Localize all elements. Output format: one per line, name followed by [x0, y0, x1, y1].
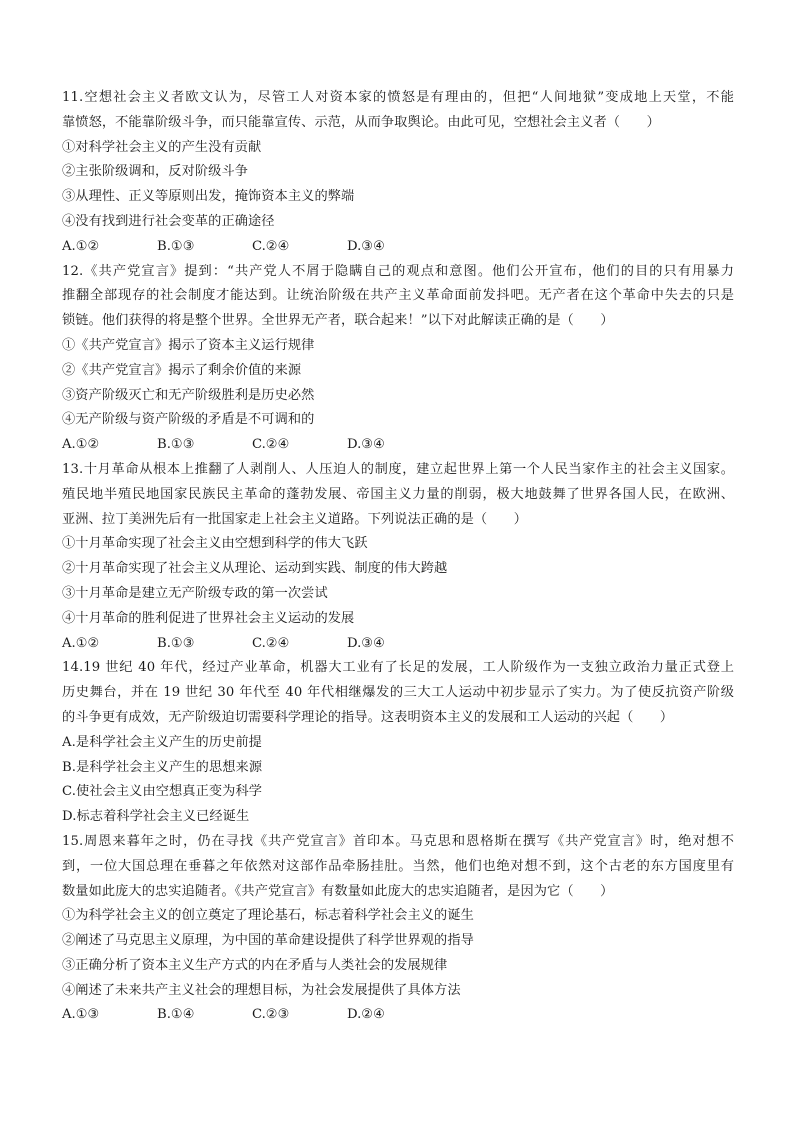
question-11: [62, 86, 734, 260]
answer-choice-d: D.③④: [347, 437, 385, 453]
question-stem-line: 11.空想社会主义者欧文认为，尽管工人对资本家的愤怒是有理由的，但把“人间地狱”变成地上天堂，不能: [62, 90, 734, 105]
question-12: [62, 260, 734, 458]
answer-choice-b: B.①③: [157, 635, 195, 651]
answer-choices: [62, 632, 734, 657]
question-stem-line: 的斗争更有成效，无产阶级迫切需要科学理论的指导。这表明资本主义的发展和工人运动的兴起（ ）: [62, 709, 674, 725]
answer-choice-d: D.③④: [347, 238, 385, 254]
question-stem-line: 到，一位大国总理在垂暮之年依然对这部作品牵肠挂肚。当然，他们也绝对想不到，这个古老的东方国度里有: [62, 858, 734, 874]
option-item: ②主张阶级调和，反对阶级斗争: [62, 164, 249, 180]
option-item: C.使社会主义由空想真正变为科学: [62, 784, 263, 800]
answer-choice-c: C.②④: [252, 635, 290, 651]
answer-choice-c: C.②③: [252, 1007, 290, 1023]
question-stem-line: 数量如此庞大的忠实追随者。《共产党宣言》有数量如此庞大的忠实追随者，是因为它（ ）: [62, 883, 614, 899]
question-stem-line: 12.《共产党宣言》提到：“共产党人不屑于隐瞒自己的观点和意图。他们公开宣布，他们的目的只有用暴力: [62, 263, 734, 279]
answer-choice-c: C.②④: [252, 437, 290, 453]
option-item: ①《共产党宣言》揭示了资本主义运行规律: [62, 337, 315, 353]
option-item: ④阐述了未来共产主义社会的理想目标，为社会发展提供了具体方法: [62, 982, 461, 998]
answer-choice-b: B.①③: [157, 238, 195, 254]
question-stem-line: 13.十月革命从根本上推翻了人剥削人、人压迫人的制度，建立起世界上第一个人民当家作主的社会主义国家。: [62, 461, 734, 477]
question-stem-line: 14.19 世纪 40 年代，经过产业革命，机器大工业有了长足的发展，工人阶级作为一支独立政治力量正式登上: [62, 660, 734, 676]
option-item: D.标志着科学社会主义已经诞生: [62, 809, 250, 825]
answer-choice-a: A.①②: [62, 238, 100, 254]
question-14: [62, 656, 734, 830]
answer-choices: [62, 1003, 734, 1028]
option-item: ②阐述了马克思主义原理，为中国的革命建设提供了科学世界观的指导: [62, 933, 474, 949]
question-stem-line: 靠愤怒，不能靠阶级斗争，而只能靠宣传、示范，从而争取舆论。由此可见，空想社会主义者（ ）: [62, 114, 660, 130]
answer-choice-d: D.③④: [347, 635, 385, 651]
answer-choice-b: B.①③: [157, 437, 195, 453]
answer-choice-a: A.①③: [62, 1007, 100, 1023]
answer-choices: [62, 433, 734, 458]
question-stem-line: 殖民地半殖民地国家民族民主革命的蓬勃发展、帝国主义力量的削弱，极大地鼓舞了世界各国人民，在欧洲、: [62, 486, 734, 502]
option-item: ④无产阶级与资产阶级的矛盾是不可调和的: [62, 412, 315, 428]
option-item: ③十月革命是建立无产阶级专政的第一次尝试: [62, 585, 328, 601]
option-item: ②《共产党宣言》揭示了剩余价值的来源: [62, 362, 302, 378]
option-item: ③从理性、正义等原则出发，掩饰资本主义的弊端: [62, 189, 355, 205]
option-item: B.是科学社会主义产生的思想来源: [62, 759, 263, 775]
answer-choice-c: C.②④: [252, 238, 290, 254]
option-item: ①十月革命实现了社会主义由空想到科学的伟大飞跃: [62, 536, 368, 552]
answer-choice-a: A.①②: [62, 437, 100, 453]
option-item: ①为科学社会主义的创立奠定了理论基石，标志着科学社会主义的诞生: [62, 908, 474, 924]
question-stem-line: 历史舞台，并在 19 世纪 30 年代至 40 年代相继爆发的三大工人运动中初步显示了实力。为了使反抗资产阶级: [62, 685, 734, 701]
option-item: ③资产阶级灭亡和无产阶级胜利是历史必然: [62, 387, 315, 403]
question-15: [62, 830, 734, 1028]
option-item: ④十月革命的胜利促进了世界社会主义运动的发展: [62, 610, 355, 626]
option-item: ②十月革命实现了社会主义从理论、运动到实践、制度的伟大跨越: [62, 561, 448, 577]
question-13: [62, 458, 734, 656]
answer-choice-a: A.①②: [62, 635, 100, 651]
question-stem-line: 锁链。他们获得的将是整个世界。全世界无产者，联合起来！”以下对此解读正确的是（ ）: [62, 313, 614, 329]
option-item: ④没有找到进行社会变革的正确途径: [62, 213, 275, 229]
question-stem-line: 15.周恩来暮年之时，仍在寻找《共产党宣言》首印本。马克思和恩格斯在撰写《共产党宣言》时，绝对想不: [62, 833, 734, 849]
answer-choices: [62, 235, 734, 260]
option-item: ③正确分析了资本主义生产方式的内在矛盾与人类社会的发展规律: [62, 957, 448, 973]
question-stem-line: 推翻全部现存的社会制度才能达到。让统治阶级在共产主义革命面前发抖吧。无产者在这个革命中失去的只是: [62, 288, 734, 304]
option-item: ①对科学社会主义的产生没有贡献: [62, 139, 262, 155]
answer-choice-b: B.①④: [157, 1007, 195, 1023]
answer-choice-d: D.②④: [347, 1007, 385, 1023]
question-stem-line: 亚洲、拉丁美洲先后有一批国家走上社会主义道路。下列说法正确的是（ ）: [62, 511, 528, 527]
option-item: A.是科学社会主义产生的历史前提: [62, 734, 262, 750]
